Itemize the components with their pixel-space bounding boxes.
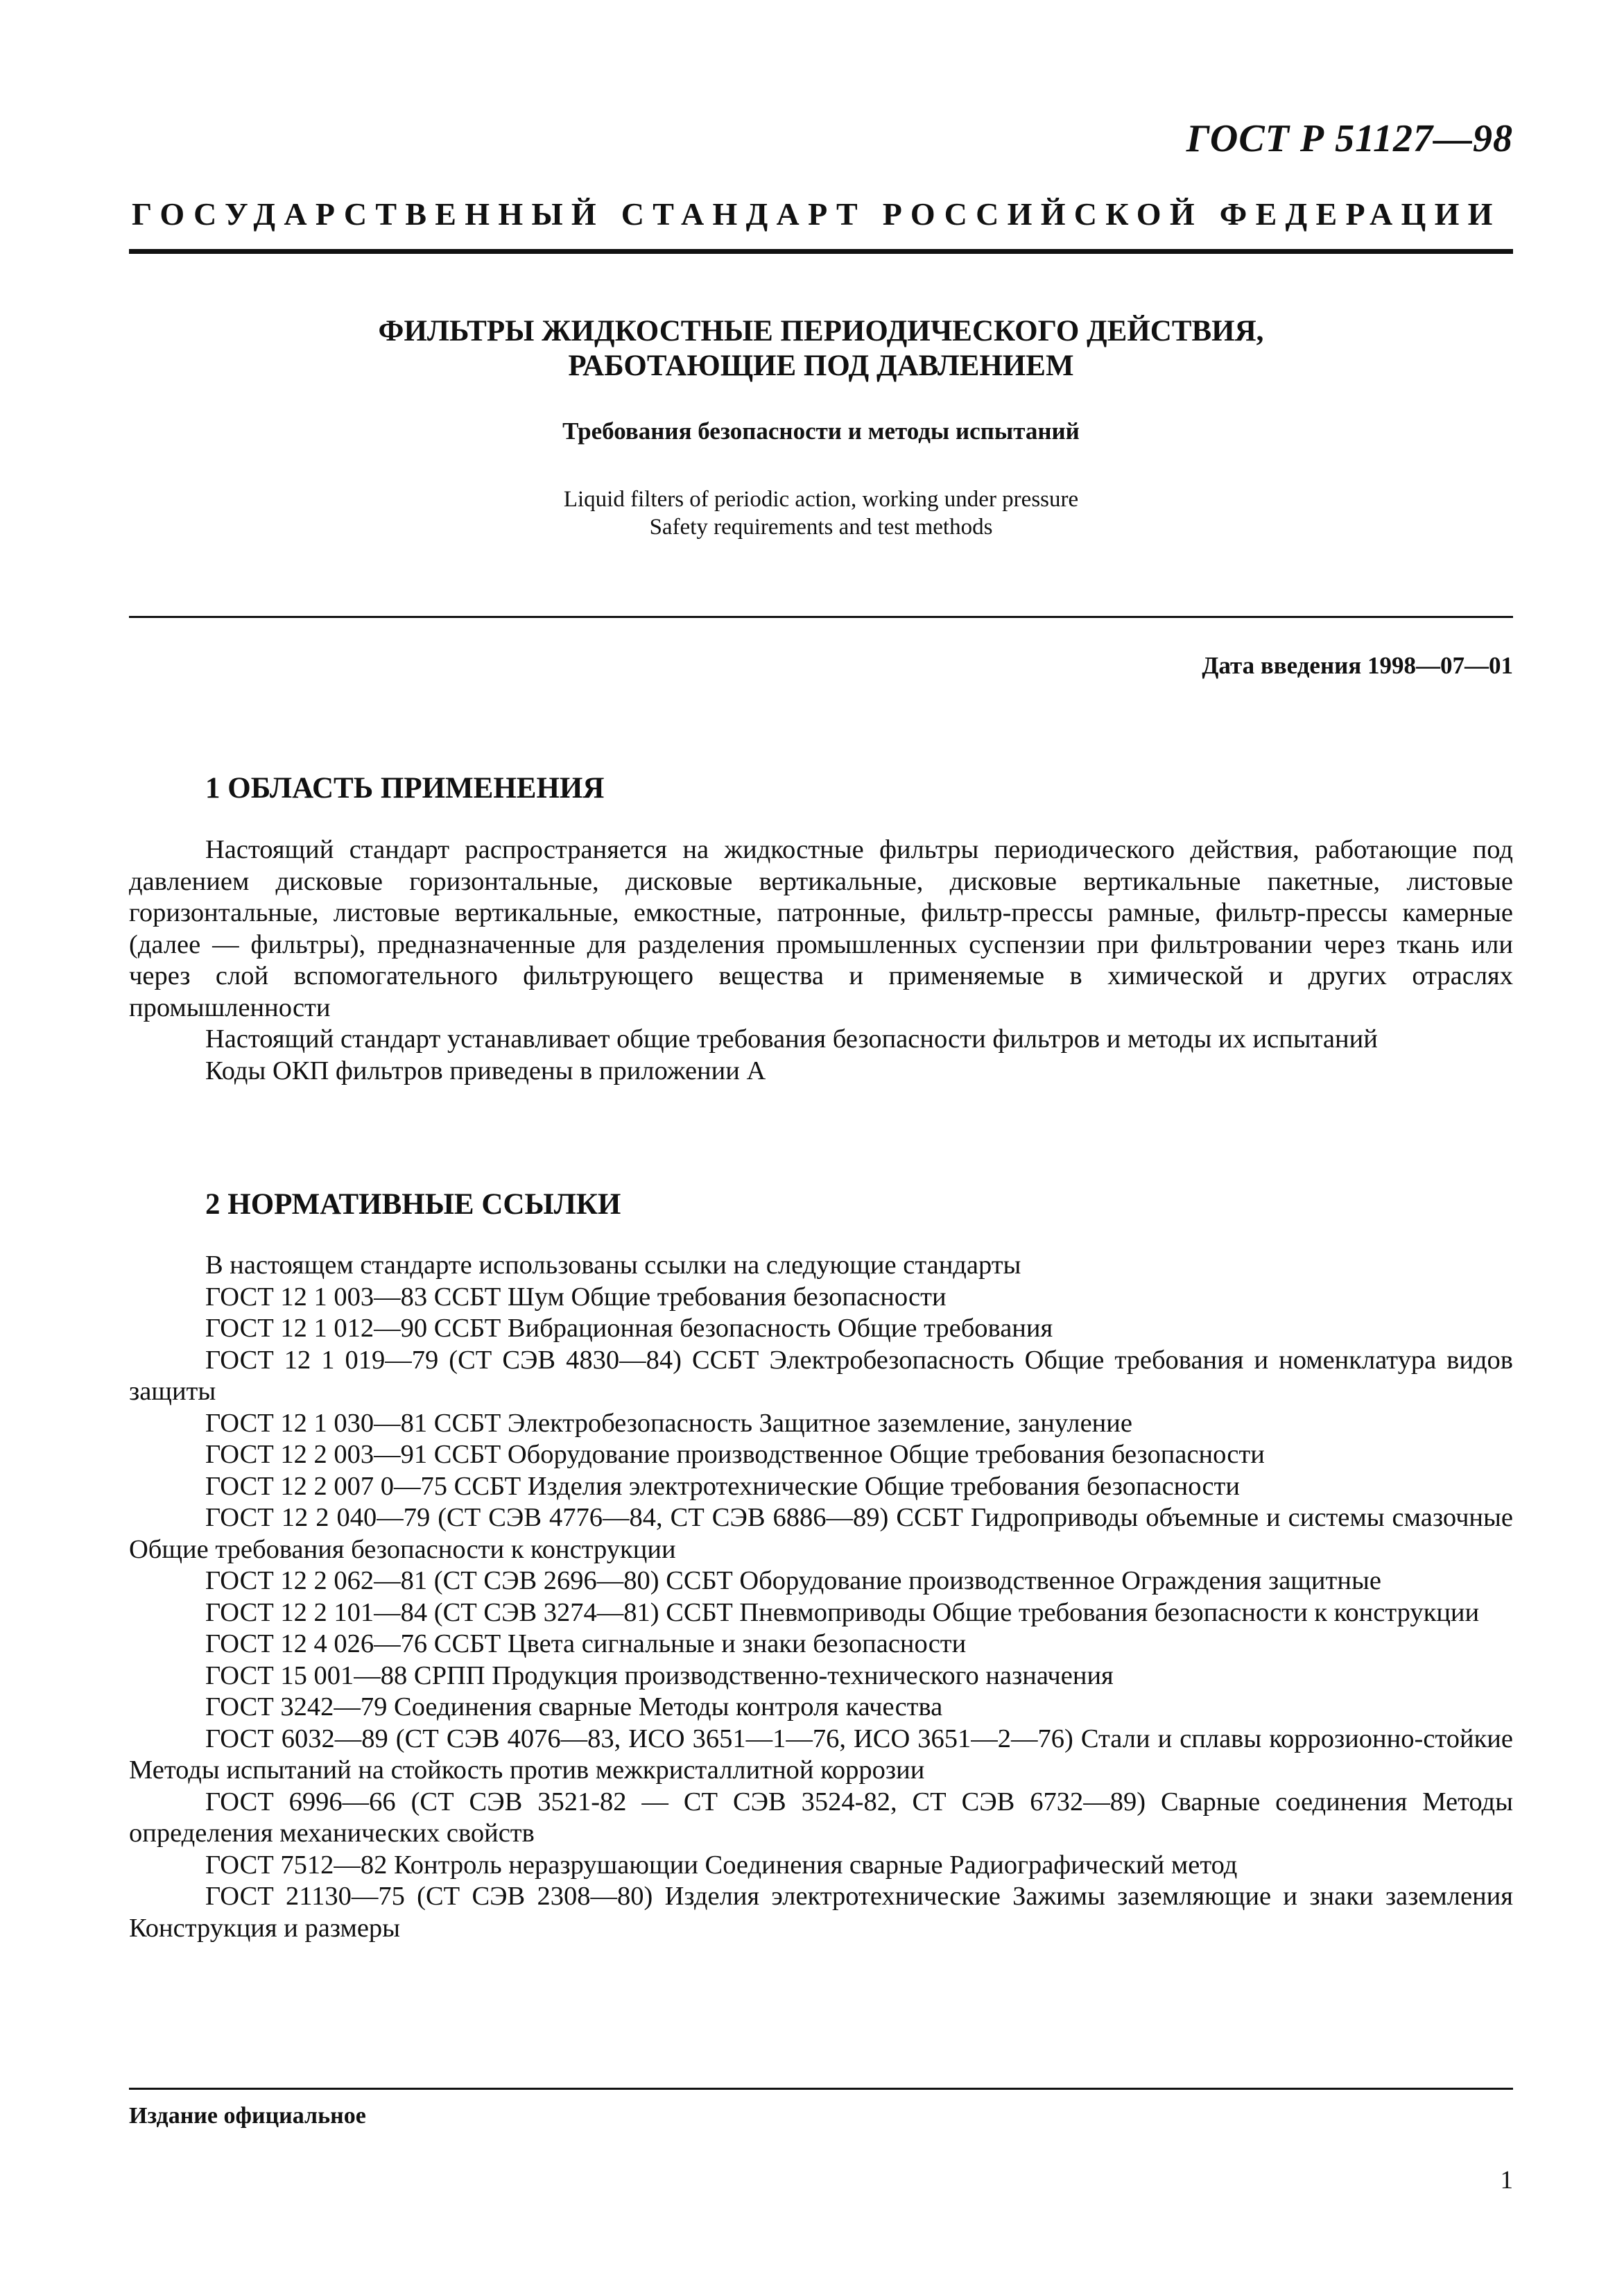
state-standard-banner: ГОСУДАРСТВЕННЫЙ СТАНДАРТ РОССИЙСКОЙ ФЕДЕРАЦИИ [132,196,1501,232]
reference-item: ГОСТ 21130—75 (СТ СЭВ 2308—80) Изделия электротехнические Зажимы заземляющие и знаки заземления Конструкция и размеры [129,1882,1513,1943]
reference-item: ГОСТ 12 2 007 0—75 ССБТ Изделия электротехнические Общие требования безопасности [205,1471,1240,1501]
english-title [129,486,1513,541]
section-1-heading: 1 ОБЛАСТЬ ПРИМЕНЕНИЯ [205,772,605,805]
page-number: 1 [1500,2166,1513,2195]
section-1-paragraph: Коды ОКП фильтров приведены в приложении А [205,1056,766,1085]
title-line-1: ФИЛЬТРЫ ЖИДКОСТНЫЕ ПЕРИОДИЧЕСКОГО ДЕЙСТВИЯ, [378,315,1264,347]
reference-item: ГОСТ 12 1 019—79 (СТ СЭВ 4830—84) ССБТ Электробезопасность Общие требования и номенклатура видов защиты [129,1345,1513,1406]
english-title-line-1: Liquid filters of periodic action, working under pressure [563,487,1079,512]
reference-item: ГОСТ 6996—66 (СТ СЭВ 3521-82 — СТ СЭВ 3524-82, СТ СЭВ 6732—89) Сварные соединения Методы определения механических свойств [129,1787,1513,1848]
reference-item: ГОСТ 12 1 030—81 ССБТ Электробезопасность Защитное заземление, зануление [205,1408,1132,1438]
reference-item: ГОСТ 12 2 062—81 (СТ СЭВ 2696—80) ССБТ Оборудование производственное Ограждения защитные [205,1566,1381,1595]
reference-item: ГОСТ 12 1 012—90 ССБТ Вибрационная безопасность Общие требования [205,1314,1053,1343]
reference-item: ГОСТ 12 2 101—84 (СТ СЭВ 3274—81) ССБТ Пневмоприводы Общие требования безопасности к конструкции [205,1597,1480,1627]
reference-item: ГОСТ 12 1 003—83 ССБТ Шум Общие требования безопасности [205,1282,947,1312]
reference-item: ГОСТ 12 2 040—79 (СТ СЭВ 4776—84, СТ СЭВ 6886—89) ССБТ Гидроприводы объемные и системы смазочные Общие требования безопасности к конструкции [129,1503,1513,1564]
official-edition-note: Издание официальное [129,2103,366,2129]
section-2-heading: 2 НОРМАТИВНЫЕ ССЫЛКИ [205,1188,621,1221]
english-title-line-2: Safety requirements and test methods [649,515,993,540]
footer-rule [129,2088,1513,2090]
reference-item: ГОСТ 7512—82 Контроль неразрушающии Соединения сварные Радиографический метод [205,1850,1238,1880]
section-2-body [129,1250,1513,1944]
section-1-body [129,834,1513,1087]
references-intro: В настоящем стандарте использованы ссылки на следующие стандарты [205,1251,1021,1280]
reference-item: ГОСТ 3242—79 Соединения сварные Методы контроля качества [205,1692,943,1721]
title-line-2: РАБОТАЮЩИЕ ПОД ДАВЛЕНИЕМ [568,350,1074,382]
reference-item: ГОСТ 12 4 026—76 ССБТ Цвета сигнальные и знаки безопасности [205,1629,967,1658]
document-title [129,314,1513,384]
intro-date: Дата введения 1998—07—01 [1202,652,1513,679]
reference-item: ГОСТ 12 2 003—91 ССБТ Оборудование производственное Общие требования безопасности [205,1440,1265,1469]
reference-item: ГОСТ 6032—89 (СТ СЭВ 4076—83, ИСО 3651—1—76, ИСО 3651—2—76) Стали и сплавы коррозионно-стойкие Методы испытаний на стойкость против межкристаллитной коррозии [129,1724,1513,1785]
gost-number: ГОСТ Р 51127—98 [1186,117,1513,160]
section-1-paragraph: Настоящий стандарт распространяется на жидкостные фильтры периодического действия, работающие под давлением дисковые горизонтальные, дисковые вертикальные, дисковые вертикальные пакетные, листовые горизонтальные, листовые вертикальные, емкостные, патронные, фильтр-прессы рамные, фильтр-прессы камерные (далее — фильтры), предназначенные для разделения промышленных суспензии при фильтровании через ткань или через слой вспомогательного фильтрующего вещества и применяемые в химической и других отраслях промышленности [129,835,1513,1022]
document-subtitle: Требования безопасности и методы испытаний [562,418,1080,445]
title-rule [129,616,1513,618]
section-1-paragraph: Настоящий стандарт устанавливает общие требования безопасности фильтров и методы их испытаний [205,1024,1378,1054]
header-rule [129,249,1513,254]
reference-item: ГОСТ 15 001—88 СРПП Продукция производственно-технического назначения [205,1660,1114,1690]
